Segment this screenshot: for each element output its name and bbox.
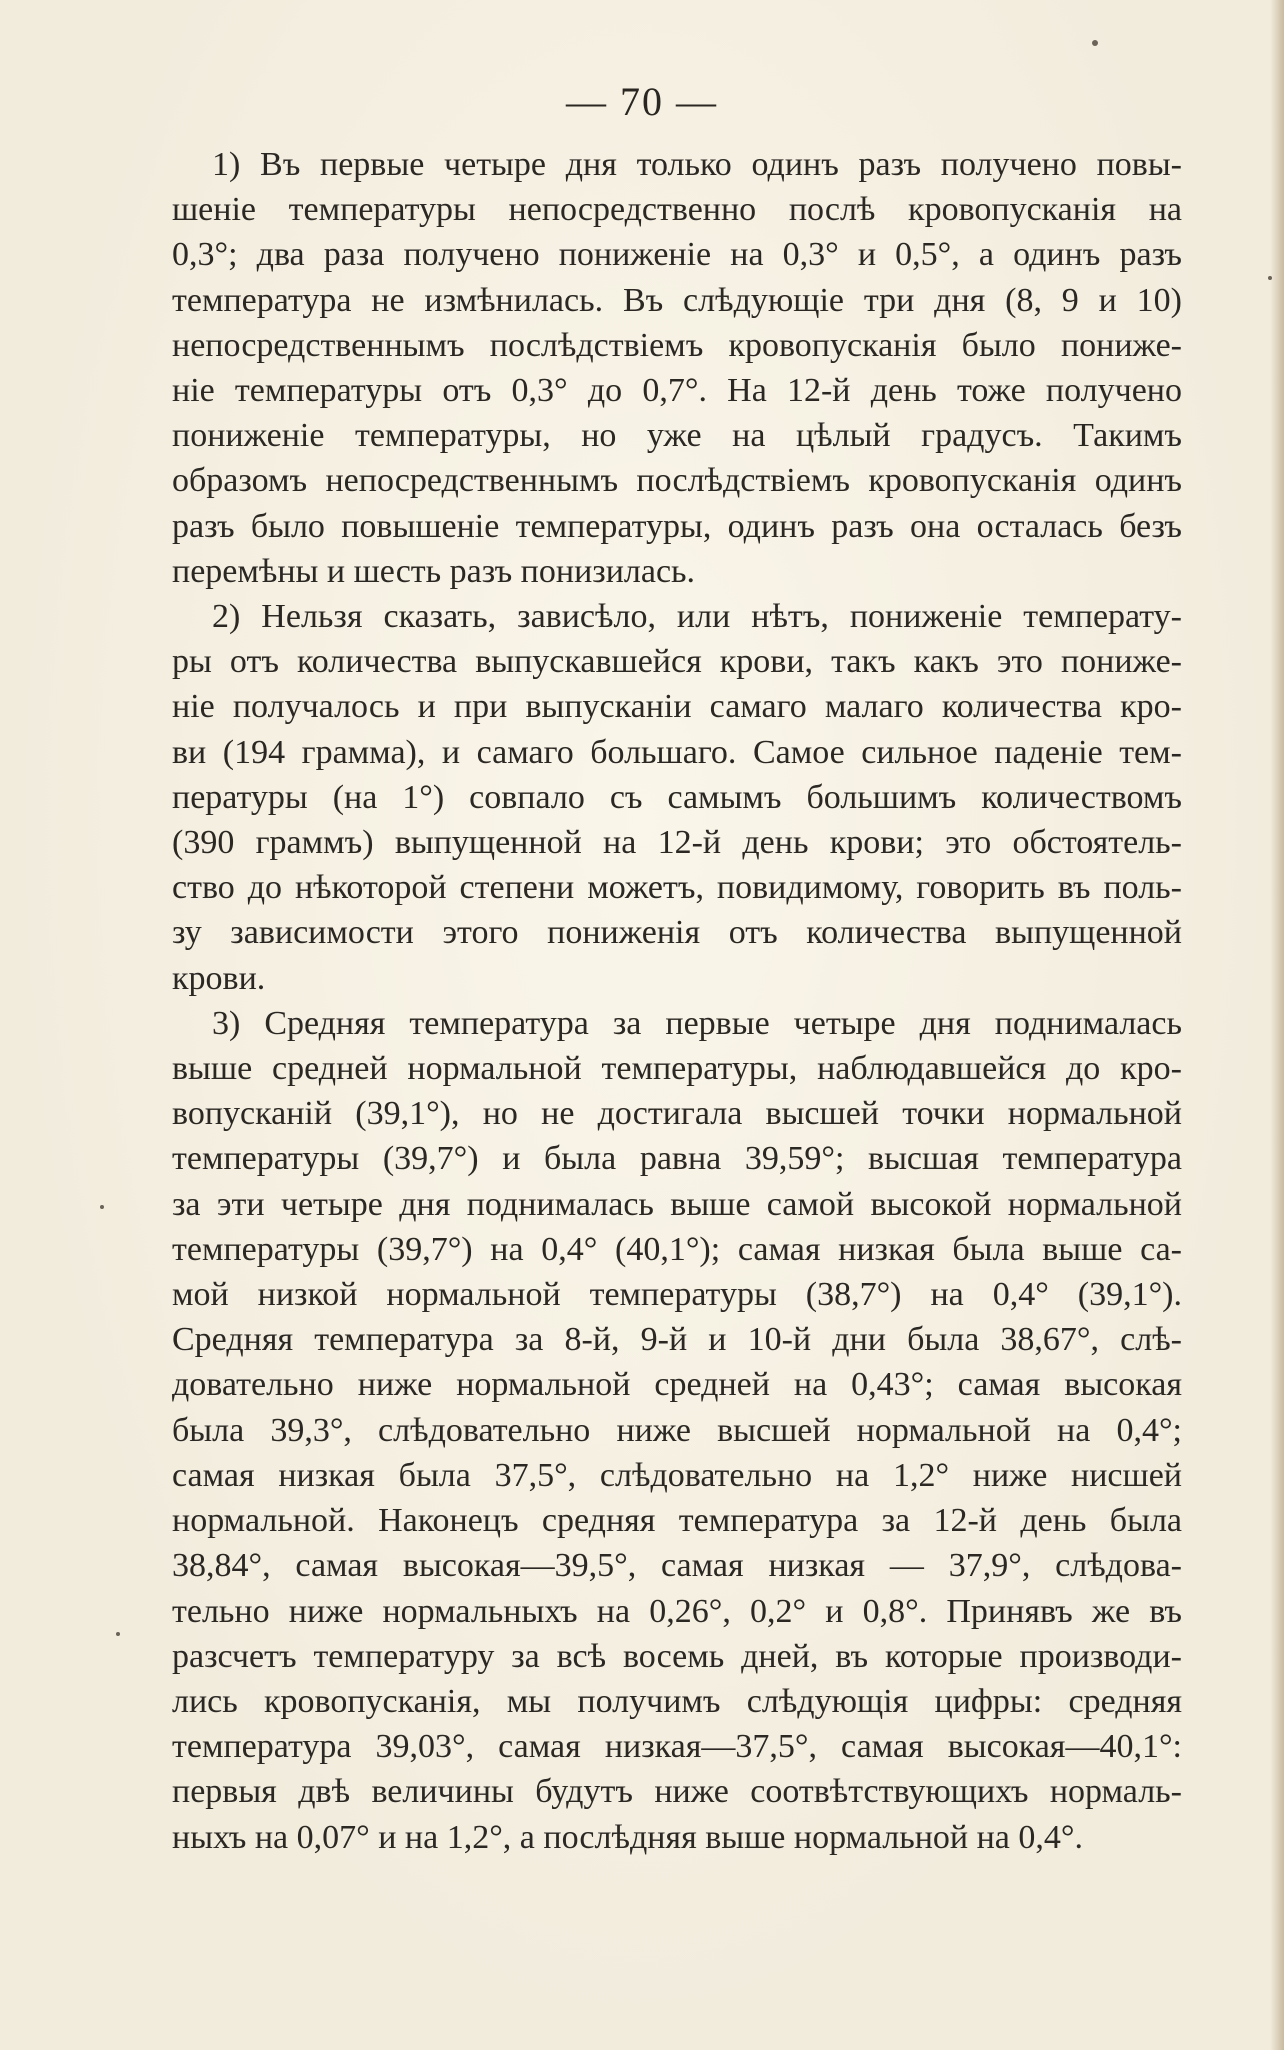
text-line: ніе температуры отъ 0,3° до 0,7°. На 12-й день тоже получено: [172, 372, 1182, 410]
page-edge-shadow: [1270, 0, 1284, 2050]
ink-speck: [1268, 276, 1272, 280]
text-line: довательно ниже нормальной средней на 0,43°; самая высокая: [172, 1366, 1182, 1404]
text-line: 1) Въ первые четыре дня только одинъ разъ получено повы-: [212, 146, 1182, 183]
text-line: пониженіе температуры, но уже на цѣлый градусъ. Такимъ: [172, 417, 1182, 455]
text-line: за эти четыре дня поднималась выше самой высокой нормальной: [172, 1185, 1182, 1223]
page-number: — 70 —: [566, 79, 718, 124]
text-line: температуры (39,7°) и была равна 39,59°; высшая температура: [172, 1140, 1182, 1178]
text-line: лись кровопусканія, мы получимъ слѣдующія цифры: средняя: [172, 1682, 1182, 1720]
text-line: ніе получалось и при выпусканіи самаго малаго количества кро-: [172, 688, 1182, 726]
ink-speck: [116, 1632, 120, 1636]
text-line: температуры (39,7°) на 0,4° (40,1°); самая низкая была выше са-: [172, 1230, 1182, 1268]
text-line: самая низкая была 37,5°, слѣдовательно на 1,2° ниже нисшей: [172, 1456, 1182, 1494]
text-line: 2) Нельзя сказать, зависѣло, или нѣтъ, пониженіе температу-: [212, 598, 1182, 636]
text-line: (390 граммъ) выпущенной на 12-й день крови; это обстоятель-: [172, 824, 1182, 862]
text-line: нормальной. Наконецъ средняя температура за 12-й день была: [172, 1502, 1182, 1540]
text-line: перемѣны и шесть разъ понизилась.: [172, 552, 696, 590]
body-text: [172, 142, 1182, 1860]
ink-speck: [100, 1205, 104, 1209]
text-line: непосредственнымъ послѣдствіемъ кровопусканія было пониже-: [172, 326, 1182, 364]
text-line: мой низкой нормальной температуры (38,7°) на 0,4° (39,1°).: [172, 1276, 1182, 1314]
text-line: температура 39,03°, самая низкая—37,5°, самая высокая—40,1°:: [172, 1728, 1182, 1766]
text-line: пературы (на 1°) совпало съ самымъ большимъ количествомъ: [172, 778, 1182, 816]
text-line: первыя двѣ величины будутъ ниже соотвѣтствующихъ нормаль-: [172, 1773, 1182, 1811]
text-line: зу зависимости этого пониженія отъ количества выпущенной: [172, 914, 1182, 952]
ink-speck: [1092, 40, 1098, 46]
text-line: вопусканій (39,1°), но не достигала высшей точки нормальной: [172, 1095, 1182, 1133]
text-line: выше средней нормальной температуры, наблюдавшейся до кро-: [172, 1050, 1182, 1088]
text-line: температура не измѣнилась. Въ слѣдующіе три дня (8, 9 и 10): [172, 281, 1182, 319]
text-line: 3) Средняя температура за первые четыре дня поднималась: [212, 1004, 1182, 1042]
text-line: 0,3°; два раза получено пониженіе на 0,3° и 0,5°, а одинъ разъ: [172, 236, 1182, 274]
text-line: Средняя температура за 8-й, 9-й и 10-й дни была 38,67°, слѣ-: [172, 1321, 1182, 1359]
text-line: ви (194 грамма), и самаго большаго. Самое сильное паденіе тем-: [172, 733, 1182, 771]
text-line: 38,84°, самая высокая—39,5°, самая низкая — 37,9°, слѣдова-: [172, 1547, 1182, 1585]
text-line: шеніе температуры непосредственно послѣ кровопусканія на: [172, 191, 1182, 229]
text-line: тельно ниже нормальныхъ на 0,26°, 0,2° и 0,8°. Принявъ же въ: [172, 1592, 1182, 1630]
text-line: ныхъ на 0,07° и на 1,2°, а послѣдняя выше нормальной на 0,4°.: [172, 1818, 1083, 1856]
text-line: крови.: [172, 959, 266, 997]
text-line: ры отъ количества выпускавшейся крови, такъ какъ это пониже-: [172, 643, 1182, 681]
text-line: ство до нѣкоторой степени можетъ, повидимому, говорить въ поль-: [172, 869, 1182, 907]
text-line: разъ было повышеніе температуры, одинъ разъ она осталась безъ: [172, 507, 1182, 545]
text-line: разсчетъ температуру за всѣ восемь дней, въ которые производи-: [172, 1637, 1182, 1675]
text-line: образомъ непосредственнымъ послѣдствіемъ кровопусканія одинъ: [172, 462, 1182, 500]
text-line: была 39,3°, слѣдовательно ниже высшей нормальной на 0,4°;: [172, 1411, 1182, 1449]
